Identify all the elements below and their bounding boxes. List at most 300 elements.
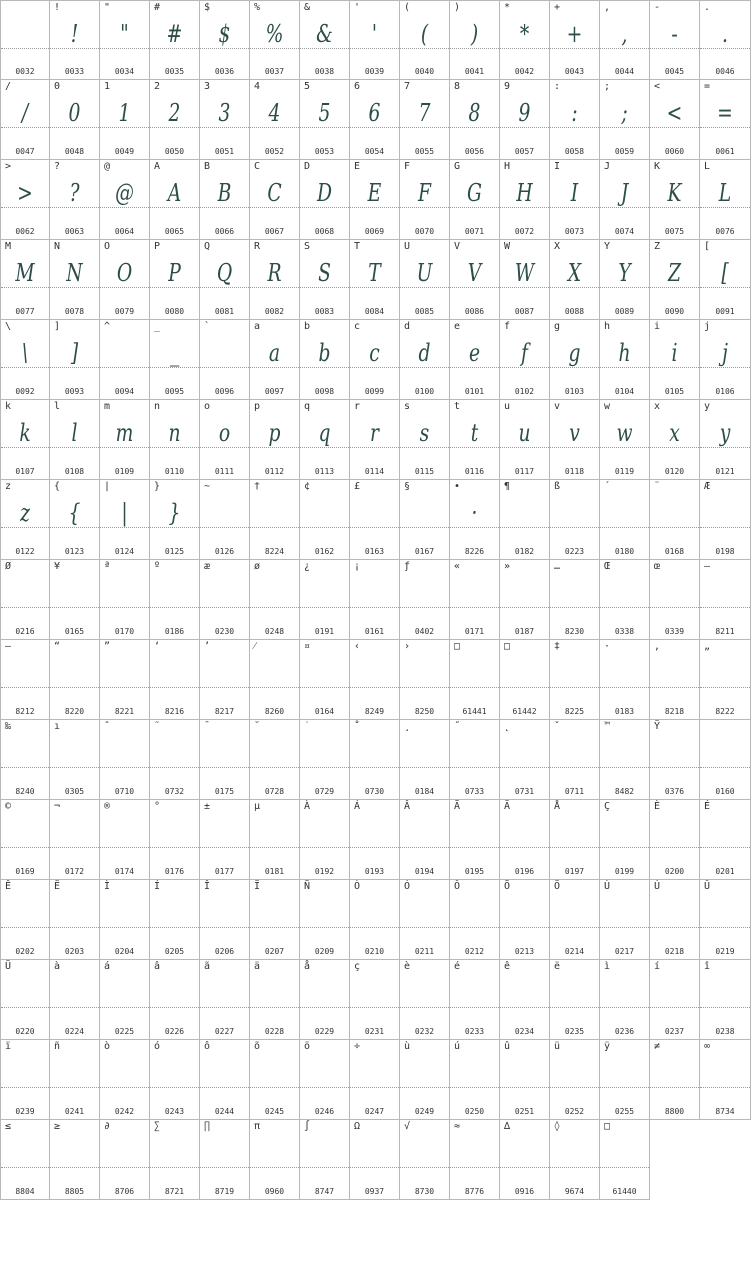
glyph-code-label: 0091 — [715, 307, 735, 316]
glyph-code-label: 0072 — [514, 227, 535, 236]
glyph-cell — [400, 640, 450, 720]
baseline-guide — [550, 1167, 599, 1168]
glyph-code-label: 0960 — [264, 1187, 285, 1196]
glyph-code-label: 0216 — [15, 627, 35, 636]
glyph-code-label: 8482 — [614, 787, 635, 796]
glyph-sample: : — [571, 99, 578, 127]
glyph-cell — [300, 0, 350, 80]
baseline-guide — [200, 1007, 249, 1008]
glyph-character-label: 7 — [404, 81, 411, 92]
glyph-character-label: ø — [254, 561, 261, 572]
glyph-cell — [500, 720, 550, 800]
glyph-cell — [400, 0, 450, 80]
glyph-sample: Y — [618, 259, 631, 287]
baseline-guide — [250, 1087, 299, 1088]
glyph-character-label: ‰ — [5, 721, 12, 732]
glyph-character-label: ˝ — [454, 721, 461, 732]
glyph-character-label: \ — [5, 321, 12, 332]
glyph-character-label: { — [54, 481, 61, 492]
glyph-cell — [550, 400, 600, 480]
glyph-cell — [500, 960, 550, 1040]
baseline-guide — [350, 847, 399, 848]
glyph-cell — [550, 720, 600, 800]
baseline-guide — [300, 1087, 349, 1088]
glyph-cell — [0, 480, 50, 560]
glyph-cell — [50, 160, 100, 240]
glyph-character-label: À — [304, 801, 311, 812]
glyph-cell — [200, 80, 250, 160]
glyph-cell — [100, 560, 150, 640]
glyph-cell — [550, 80, 600, 160]
baseline-guide — [400, 527, 449, 528]
glyph-character-label: ‚ — [654, 641, 661, 652]
baseline-guide — [450, 847, 499, 848]
glyph-character-label: 0 — [54, 81, 61, 92]
glyph-sample: } — [168, 499, 181, 527]
glyph-character-label: — — [5, 641, 12, 652]
baseline-guide — [200, 607, 249, 608]
glyph-character-label: · — [604, 641, 611, 652]
glyph-code-label: 0106 — [715, 387, 735, 396]
glyph-character-label: ì — [604, 961, 611, 972]
baseline-guide — [250, 1167, 299, 1168]
glyph-cell — [150, 240, 200, 320]
glyph-cell — [700, 240, 751, 320]
glyph-code-label: 0246 — [314, 1107, 335, 1116]
glyph-character-label: , — [604, 2, 611, 13]
glyph-character-label: ∏ — [204, 1121, 211, 1132]
glyph-row — [0, 1040, 751, 1120]
glyph-cell — [600, 960, 650, 1040]
glyph-cell — [450, 720, 500, 800]
glyph-cell — [0, 320, 50, 400]
glyph-cell — [50, 1040, 100, 1120]
glyph-code-label: 8222 — [715, 707, 735, 716]
glyph-cell — [200, 400, 250, 480]
glyph-character-label: é — [454, 961, 461, 972]
glyph-character-label: B — [204, 161, 211, 172]
glyph-cell — [600, 480, 650, 560]
glyph-character-label: ¸ — [404, 721, 411, 732]
glyph-character-label: R — [254, 241, 261, 252]
glyph-character-label: * — [504, 2, 511, 13]
glyph-cell — [450, 0, 500, 80]
glyph-sample: H — [516, 179, 533, 207]
glyph-code-label: 0163 — [364, 547, 385, 556]
glyph-code-label: 0125 — [164, 547, 185, 556]
glyph-character-label: ≥ — [54, 1121, 61, 1132]
glyph-cell — [500, 800, 550, 880]
glyph-cell — [600, 720, 650, 800]
glyph-code-label: 0105 — [664, 387, 685, 396]
glyph-cell — [100, 80, 150, 160]
glyph-code-label: 61442 — [512, 707, 537, 716]
glyph-code-label: 0239 — [15, 1107, 35, 1116]
glyph-character-label: + — [554, 2, 561, 13]
glyph-sample: D — [316, 179, 333, 207]
baseline-guide — [100, 847, 149, 848]
baseline-guide — [300, 607, 349, 608]
glyph-code-label: 0209 — [314, 947, 335, 956]
glyph-code-label: 0731 — [514, 787, 535, 796]
glyph-code-label: 0196 — [514, 867, 535, 876]
glyph-code-label: 0194 — [414, 867, 435, 876]
glyph-sample: ( — [420, 20, 429, 48]
glyph-code-label: 0729 — [314, 787, 335, 796]
glyph-code-label: 0059 — [614, 147, 635, 156]
glyph-code-label: 0099 — [364, 387, 385, 396]
glyph-cell — [550, 0, 600, 80]
baseline-guide — [650, 1087, 699, 1088]
glyph-cell — [450, 160, 500, 240]
glyph-character-label: K — [654, 161, 661, 172]
glyph-character-label: è — [404, 961, 411, 972]
glyph-code-label: 0191 — [314, 627, 335, 636]
glyph-cell — [300, 480, 350, 560]
glyph-cell — [500, 320, 550, 400]
glyph-code-label: 8249 — [364, 707, 385, 716]
glyph-code-label: 0038 — [314, 67, 335, 76]
glyph-character-label: à — [54, 961, 61, 972]
baseline-guide — [600, 1007, 649, 1008]
glyph-character-label: A — [154, 161, 161, 172]
glyph-cell — [650, 320, 700, 400]
glyph-sample: T — [368, 259, 381, 287]
glyph-character-label: Ê — [5, 881, 12, 892]
glyph-sample: O — [116, 259, 133, 287]
glyph-cell — [100, 720, 150, 800]
glyph-cell — [350, 400, 400, 480]
glyph-row — [0, 240, 751, 320]
glyph-sample: h — [618, 339, 631, 367]
glyph-code-label: 0164 — [314, 707, 335, 716]
baseline-guide — [650, 607, 699, 608]
glyph-character-label: ˛ — [504, 721, 511, 732]
glyph-code-label: 0047 — [15, 147, 35, 156]
glyph-sample: & — [316, 20, 333, 48]
baseline-guide — [250, 607, 299, 608]
glyph-character-label: a — [254, 321, 261, 332]
glyph-code-label: 0042 — [514, 67, 535, 76]
glyph-cell — [350, 1040, 400, 1120]
glyph-code-label: 0109 — [114, 467, 135, 476]
glyph-sample: ' — [371, 20, 378, 48]
glyph-character-label: ¤ — [304, 641, 311, 652]
glyph-code-label: 0076 — [715, 227, 735, 236]
glyph-cell — [100, 0, 150, 80]
glyph-character-label: ñ — [54, 1041, 61, 1052]
glyph-row — [0, 320, 751, 400]
glyph-row — [0, 160, 751, 240]
baseline-guide — [350, 1167, 399, 1168]
glyph-code-label: 0202 — [15, 947, 35, 956]
glyph-code-label: 8220 — [64, 707, 85, 716]
glyph-cell — [200, 640, 250, 720]
glyph-cell — [300, 320, 350, 400]
glyph-code-label: 0730 — [364, 787, 385, 796]
glyph-code-label: 0176 — [164, 867, 185, 876]
glyph-code-label: 0071 — [464, 227, 485, 236]
glyph-sample: B — [217, 179, 232, 207]
glyph-character-label: ≤ — [5, 1121, 12, 1132]
glyph-cell — [100, 160, 150, 240]
baseline-guide — [300, 1167, 349, 1168]
glyph-sample: v — [569, 419, 580, 447]
baseline-guide — [50, 927, 99, 928]
glyph-character-label: I — [554, 161, 561, 172]
glyph-code-label: 0113 — [314, 467, 335, 476]
baseline-guide — [250, 1007, 299, 1008]
glyph-character-label: ª — [104, 561, 111, 572]
baseline-guide — [700, 607, 750, 608]
glyph-character-label: ö — [304, 1041, 311, 1052]
glyph-code-label: 0241 — [64, 1107, 85, 1116]
glyph-character-label: µ — [254, 801, 261, 812]
glyph-row — [0, 400, 751, 480]
glyph-sample: L — [718, 179, 732, 207]
baseline-guide — [400, 1167, 449, 1168]
glyph-character-label: Ô — [454, 881, 461, 892]
glyph-sample: o — [218, 419, 231, 447]
glyph-code-label: 0065 — [164, 227, 185, 236]
baseline-guide — [300, 767, 349, 768]
baseline-guide — [650, 687, 699, 688]
glyph-row — [0, 80, 751, 160]
glyph-code-label: 0210 — [364, 947, 385, 956]
glyph-cell — [0, 640, 50, 720]
baseline-guide — [500, 847, 549, 848]
glyph-cell — [200, 1040, 250, 1120]
glyph-character-label: Õ — [504, 881, 511, 892]
glyph-code-label: 0087 — [514, 307, 535, 316]
glyph-cell — [350, 720, 400, 800]
baseline-guide — [50, 767, 99, 768]
glyph-cell — [550, 560, 600, 640]
glyph-sample: F — [418, 179, 431, 207]
baseline-guide — [600, 607, 649, 608]
glyph-character-label: ç — [354, 961, 361, 972]
baseline-guide — [700, 847, 750, 848]
glyph-code-label: 0182 — [514, 547, 535, 556]
glyph-character-label: u — [504, 401, 511, 412]
glyph-cell — [700, 1040, 751, 1120]
glyph-character-label: ® — [104, 801, 111, 812]
glyph-cell — [650, 560, 700, 640]
glyph-character-label: h — [604, 321, 611, 332]
glyph-code-label: 0247 — [364, 1107, 385, 1116]
glyph-code-label: 0102 — [514, 387, 535, 396]
glyph-cell — [550, 240, 600, 320]
glyph-cell — [100, 1120, 150, 1200]
glyph-cell — [350, 1120, 400, 1200]
glyph-character-label: Ä — [504, 801, 511, 812]
glyph-character-label: k — [5, 401, 12, 412]
baseline-guide — [100, 1007, 149, 1008]
baseline-guide — [1, 607, 49, 608]
glyph-character-label: ⁄ — [254, 641, 256, 652]
baseline-guide — [550, 687, 599, 688]
glyph-cell — [650, 960, 700, 1040]
glyph-code-label: 0100 — [414, 387, 435, 396]
glyph-character-label: ∆ — [504, 1121, 511, 1132]
glyph-character-label: V — [454, 241, 461, 252]
glyph-code-label: 0227 — [214, 1027, 235, 1036]
glyph-character-label: O — [104, 241, 111, 252]
glyph-cell — [0, 880, 50, 960]
baseline-guide — [300, 687, 349, 688]
glyph-code-label: 0120 — [664, 467, 685, 476]
glyph-character-label: L — [704, 161, 711, 172]
baseline-guide — [500, 607, 549, 608]
glyph-cell — [350, 480, 400, 560]
glyph-code-label: 0124 — [114, 547, 135, 556]
glyph-character-label: W — [504, 241, 511, 252]
glyph-code-label: 0711 — [564, 787, 585, 796]
glyph-character-label: & — [304, 2, 311, 13]
glyph-character-label: õ — [254, 1041, 261, 1052]
glyph-code-label: 0710 — [114, 787, 135, 796]
glyph-sample: $ — [218, 20, 231, 48]
glyph-cell — [450, 800, 500, 880]
glyph-sample: ) — [470, 20, 479, 48]
glyph-cell — [400, 1120, 450, 1200]
glyph-character-label: √ — [404, 1121, 411, 1132]
glyph-character-label: » — [504, 561, 511, 572]
glyph-code-label: 0242 — [114, 1107, 135, 1116]
baseline-guide — [600, 767, 649, 768]
glyph-character-label: Œ — [604, 561, 611, 572]
glyph-cell — [150, 480, 200, 560]
glyph-character-label: á — [104, 961, 111, 972]
glyph-code-label: 0060 — [664, 147, 685, 156]
glyph-code-label: 0098 — [314, 387, 335, 396]
glyph-character-label: ∑ — [154, 1121, 161, 1132]
glyph-code-label: 0245 — [264, 1107, 285, 1116]
glyph-code-label: 8805 — [64, 1187, 85, 1196]
glyph-character-label: ï — [5, 1041, 12, 1052]
glyph-character-label: › — [404, 641, 411, 652]
glyph-character-label: 5 — [304, 81, 311, 92]
glyph-character-label: d — [404, 321, 411, 332]
glyph-cell — [0, 1040, 50, 1120]
glyph-cell — [550, 320, 600, 400]
glyph-character-label: D — [304, 161, 311, 172]
glyph-cell — [550, 800, 600, 880]
glyph-code-label: 9674 — [564, 1187, 585, 1196]
glyph-cell — [50, 240, 100, 320]
glyph-row — [0, 640, 751, 720]
glyph-code-label: 0101 — [464, 387, 485, 396]
glyph-cell — [600, 320, 650, 400]
glyph-cell — [100, 800, 150, 880]
glyph-cell — [600, 240, 650, 320]
glyph-character-label: < — [654, 81, 661, 92]
glyph-code-label: 0036 — [214, 67, 235, 76]
glyph-cell — [550, 960, 600, 1040]
glyph-sample: y — [719, 419, 731, 447]
baseline-guide — [500, 927, 549, 928]
glyph-cell — [600, 400, 650, 480]
glyph-cell — [450, 320, 500, 400]
glyph-character-label: w — [604, 401, 611, 412]
glyph-sample: w — [616, 419, 633, 447]
glyph-cell — [0, 400, 50, 480]
glyph-code-label: 0117 — [514, 467, 535, 476]
glyph-code-label: 0045 — [664, 67, 685, 76]
glyph-cell — [150, 720, 200, 800]
glyph-code-label: 0252 — [564, 1107, 585, 1116]
glyph-cell — [450, 1040, 500, 1120]
glyph-cell — [150, 1040, 200, 1120]
glyph-code-label: 0062 — [15, 227, 35, 236]
glyph-cell — [500, 0, 550, 80]
glyph-code-label: 8230 — [564, 627, 585, 636]
baseline-guide — [200, 527, 249, 528]
glyph-cell — [500, 640, 550, 720]
baseline-guide — [550, 527, 599, 528]
glyph-sample: E — [367, 179, 382, 207]
glyph-cell — [700, 0, 751, 80]
glyph-cell — [400, 400, 450, 480]
glyph-code-label: 0039 — [364, 67, 385, 76]
glyph-cell — [250, 640, 300, 720]
baseline-guide — [600, 847, 649, 848]
glyph-sample: 4 — [268, 99, 281, 127]
baseline-guide — [200, 687, 249, 688]
glyph-code-label: 0063 — [64, 227, 85, 236]
glyph-code-label: 0057 — [514, 147, 535, 156]
glyph-character-label: i — [654, 321, 661, 332]
glyph-cell — [0, 720, 50, 800]
glyph-cell — [500, 480, 550, 560]
glyph-character-label: Ω — [354, 1121, 361, 1132]
glyph-sample: 1 — [118, 99, 131, 127]
baseline-guide — [250, 527, 299, 528]
glyph-code-label: 0237 — [664, 1027, 685, 1036]
glyph-cell — [350, 960, 400, 1040]
glyph-code-label: 0083 — [314, 307, 335, 316]
glyph-cell — [400, 720, 450, 800]
glyph-character-label: ◊ — [554, 1121, 561, 1132]
baseline-guide — [400, 687, 449, 688]
glyph-character-label: Á — [354, 801, 361, 812]
glyph-code-label: 0054 — [364, 147, 385, 156]
glyph-character-label: ¯ — [204, 721, 211, 732]
glyph-code-label: 0097 — [264, 387, 285, 396]
glyph-character-label: Ü — [5, 961, 12, 972]
glyph-cell — [650, 640, 700, 720]
glyph-character-label: c — [354, 321, 361, 332]
glyph-cell — [200, 960, 250, 1040]
glyph-character-label: F — [404, 161, 411, 172]
glyph-cell — [600, 80, 650, 160]
baseline-guide — [100, 927, 149, 928]
glyph-character-label: ë — [554, 961, 561, 972]
glyph-character-label: ÷ — [354, 1041, 361, 1052]
glyph-character-label: 6 — [354, 81, 361, 92]
glyph-sample: + — [566, 20, 583, 48]
glyph-cell — [450, 1120, 500, 1200]
baseline-guide — [300, 527, 349, 528]
glyph-cell — [0, 560, 50, 640]
baseline-guide — [100, 687, 149, 688]
baseline-guide — [550, 607, 599, 608]
glyph-code-label: 0051 — [214, 147, 235, 156]
glyph-character-label: P — [154, 241, 161, 252]
glyph-cell — [200, 1120, 250, 1200]
glyph-code-label: 8776 — [464, 1187, 485, 1196]
glyph-cell — [350, 0, 400, 80]
